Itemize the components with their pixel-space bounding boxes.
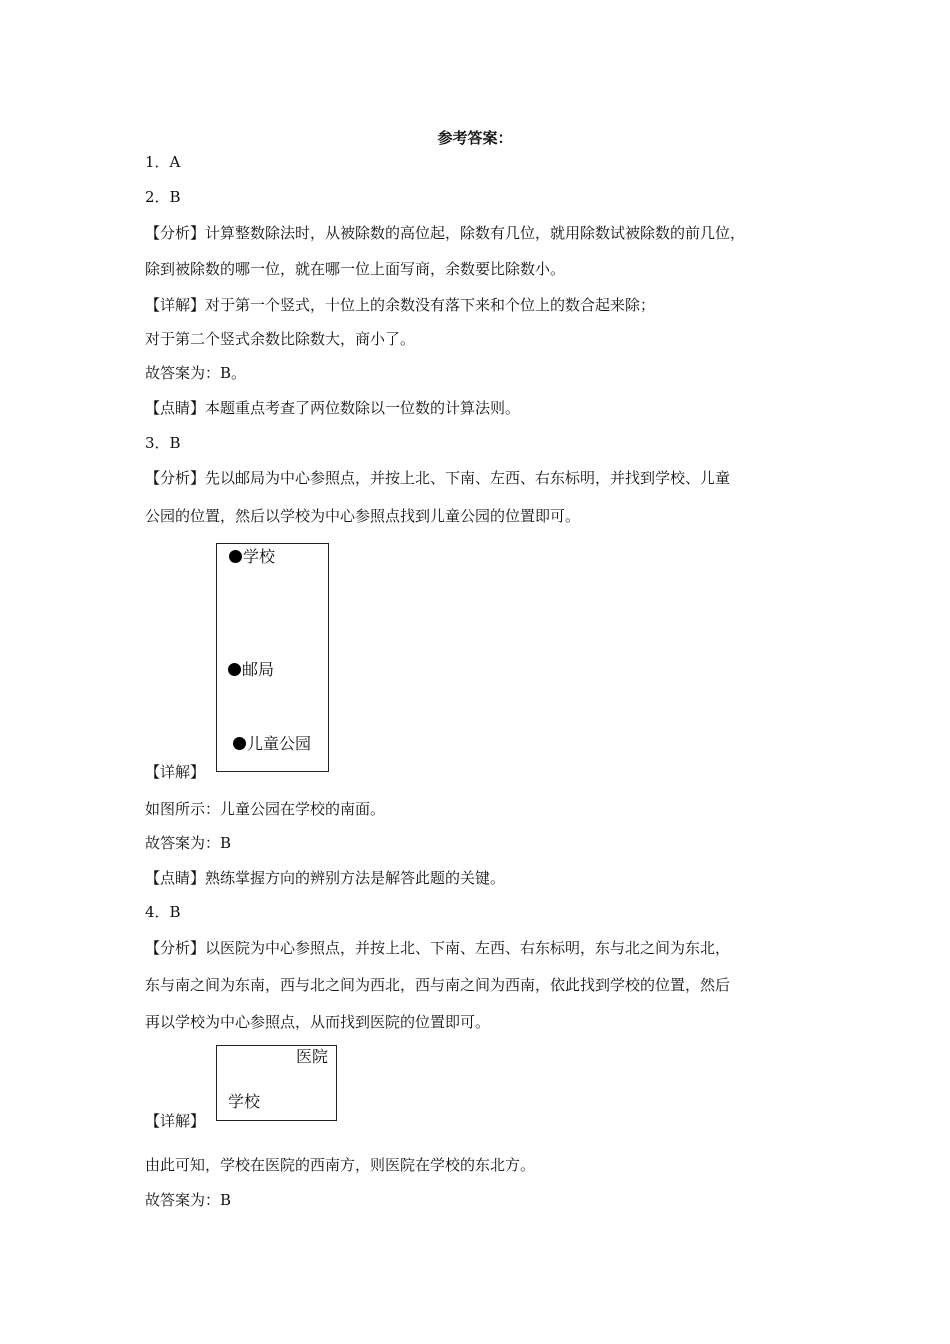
- conclusion-4: 故答案为：B: [145, 1191, 232, 1209]
- school-label: 学校: [243, 547, 276, 566]
- answer-2: 2．B: [145, 188, 181, 206]
- detail-3-text: 如图所示：儿童公园在学校的南面。: [145, 800, 386, 818]
- park-label: 儿童公园: [247, 734, 312, 753]
- answer-4: 4．B: [145, 903, 181, 921]
- post-office-marker: [228, 660, 274, 680]
- conclusion-2: 故答案为：B。: [145, 364, 247, 382]
- analysis-4-line-1: 【分析】以医院为中心参照点，并按上北、下南、左西、右东标明，东与北之间为东北，: [145, 939, 731, 957]
- park-dot-icon: [233, 737, 246, 750]
- hospital-label: 医院: [296, 1047, 329, 1066]
- detail-2-line-2: 对于第二个竖式余数比除数大，商小了。: [145, 330, 416, 348]
- detail-4-label: 【详解】: [145, 1112, 206, 1130]
- park-marker: [233, 734, 311, 754]
- page-title: 参考答案：: [437, 129, 513, 147]
- analysis-2-line-2: 除到被除数的哪一位，就在哪一位上面写商，余数要比除数小。: [145, 260, 566, 278]
- direction-diagram-1: [216, 543, 329, 772]
- detail-4-text: 由此可知，学校在医院的西南方，则医院在学校的东北方。: [145, 1156, 536, 1174]
- post-office-label: 邮局: [242, 660, 275, 679]
- remark-2: 【点睛】本题重点考查了两位数除以一位数的计算法则。: [145, 399, 521, 417]
- analysis-2-line-1: 【分析】计算整数除法时，从被除数的高位起，除数有几位，就用除数试被除数的前几位，: [145, 224, 746, 242]
- conclusion-3: 故答案为：B: [145, 834, 232, 852]
- remark-3: 【点睛】熟练掌握方向的辨别方法是解答此题的关键。: [145, 869, 506, 887]
- school-marker: [229, 547, 275, 567]
- answer-3: 3．B: [145, 434, 181, 452]
- answer-1: 1．A: [145, 153, 181, 171]
- detail-2-line-1: 【详解】对于第一个竖式，十位上的余数没有落下来和个位上的数合起来除；: [145, 296, 656, 314]
- detail-3-label: 【详解】: [145, 763, 206, 781]
- analysis-4-line-2: 东与南之间为东南，西与北之间为西北，西与南之间为西南，依此找到学校的位置，然后: [145, 976, 731, 994]
- school-label-2: 学校: [228, 1092, 261, 1111]
- school-dot-icon: [229, 550, 242, 563]
- direction-diagram-2: [216, 1045, 337, 1121]
- post-office-dot-icon: [228, 663, 241, 676]
- analysis-3-line-2: 公园的位置，然后以学校为中心参照点找到儿童公园的位置即可。: [145, 507, 581, 525]
- analysis-4-line-3: 再以学校为中心参照点，从而找到医院的位置即可。: [145, 1013, 491, 1031]
- analysis-3-line-1: 【分析】先以邮局为中心参照点，并按上北、下南、左西、右东标明，并找到学校、儿童: [145, 469, 731, 487]
